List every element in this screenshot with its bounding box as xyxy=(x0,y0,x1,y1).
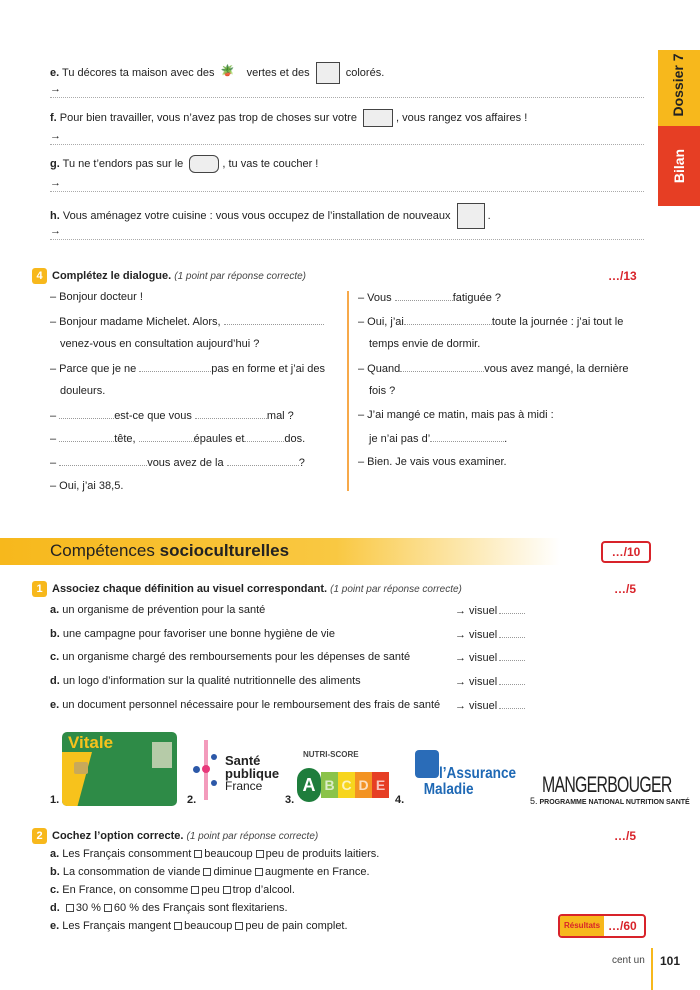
dialogue-line: venez-vous en consultation aujourd’hui ? xyxy=(60,338,260,350)
footer-divider xyxy=(651,948,653,990)
blank[interactable] xyxy=(139,362,211,372)
nutri-grade-d: D xyxy=(355,772,372,798)
side-tab-dossier-label: Dossier 7 xyxy=(670,53,686,117)
exercise-number: 1 xyxy=(32,581,47,597)
blank[interactable] xyxy=(499,604,525,614)
blank[interactable] xyxy=(400,362,484,372)
results-label: Résultats xyxy=(560,916,604,936)
checkbox[interactable] xyxy=(174,922,182,930)
exercise-score: …/13 xyxy=(608,269,637,283)
cabinet-icon xyxy=(457,203,485,229)
exercise-number: 4 xyxy=(32,268,47,284)
results-score: …/60 xyxy=(608,919,637,933)
visual-answer[interactable]: → visuel xyxy=(455,628,525,641)
checkbox[interactable] xyxy=(223,886,231,894)
plant-icon: 🪴 xyxy=(220,65,235,77)
dialogue-line: – Bien. Je vais vous examiner. xyxy=(358,456,507,468)
exercise-note: (1 point par réponse correcte) xyxy=(330,584,462,595)
dialogue-line: je n’ai pas d’ . xyxy=(369,433,508,445)
nutri-grade-b: B xyxy=(321,772,338,798)
desk-icon xyxy=(363,109,393,127)
item-letter: g. xyxy=(50,157,60,170)
blank[interactable] xyxy=(59,456,147,466)
checkbox[interactable] xyxy=(255,868,263,876)
blank[interactable] xyxy=(499,699,525,709)
exercise-note: (1 point par réponse correcte) xyxy=(174,271,306,282)
arrow-icon: → xyxy=(50,225,61,237)
item-text: Vous aménagez votre cuisine : vous vous occupez de l’installation de nouveaux xyxy=(62,209,451,222)
item-text: , vous rangez vos affaires ! xyxy=(396,111,528,124)
item-text: vertes et des xyxy=(246,66,310,79)
blank[interactable] xyxy=(224,315,324,325)
exercise-score: …/5 xyxy=(614,582,637,596)
exercise-title: Associez chaque définition au visuel correspondant. xyxy=(52,583,328,595)
item-text: colorés. xyxy=(345,66,385,79)
dialogue-line: – Oui, j’ai toute la journée : j’ai tout le xyxy=(358,316,624,328)
dialogue-line: – Oui, j’ai 38,5. xyxy=(50,480,124,492)
footer-page-words: cent un xyxy=(612,955,645,966)
checkbox[interactable] xyxy=(256,850,264,858)
nutri-grade-e: E xyxy=(372,772,389,798)
item-text: . xyxy=(487,209,491,222)
option-item: d. 30 % 60 % des Français sont flexitariens. xyxy=(50,902,288,914)
exercise-title: Complétez le dialogue. xyxy=(52,270,172,282)
section-title: Compétences socioculturelles xyxy=(50,541,290,560)
arrow-icon: → xyxy=(50,177,61,189)
dialogue-line: – vous avez de la ? xyxy=(50,457,305,469)
item-letter: f. xyxy=(50,111,57,124)
blank[interactable] xyxy=(499,628,525,638)
page-number: 101 xyxy=(660,954,681,968)
ex3-item-g xyxy=(50,155,318,173)
checkbox[interactable] xyxy=(191,886,199,894)
visual-answer[interactable]: → visuel xyxy=(455,651,525,664)
blank[interactable] xyxy=(395,291,453,301)
sofa-icon xyxy=(189,155,219,173)
exercise-note: (1 point par réponse correcte) xyxy=(186,831,319,842)
option-item: c. En France, on consomme peu trop d’alcool. xyxy=(50,884,295,896)
blank[interactable] xyxy=(404,315,492,325)
dialogue-line: – Parce que je ne pas en forme et j’ai des xyxy=(50,363,326,375)
blank[interactable] xyxy=(227,456,299,466)
checkbox[interactable] xyxy=(104,904,112,912)
column-divider xyxy=(347,291,349,491)
dialogue-line: fois ? xyxy=(369,385,396,397)
definition-item: d. un logo d’information sur la qualité nutritionnelle des aliments xyxy=(50,675,361,688)
ex4-header xyxy=(32,268,306,284)
sc2-header xyxy=(32,828,318,844)
blank[interactable] xyxy=(59,409,114,419)
item-text: Pour bien travailler, vous n’avez pas trop de choses sur votre xyxy=(59,111,357,124)
side-tab-bilan xyxy=(658,126,700,206)
arrow-icon: → xyxy=(50,83,61,95)
definition-item: b. une campagne pour favoriser une bonne hygiène de vie xyxy=(50,627,335,640)
exercise-number: 2 xyxy=(32,828,47,844)
item-letter: e. xyxy=(50,66,60,79)
item-text: Tu ne t’endors pas sur le xyxy=(62,157,184,170)
dialogue-line: – est-ce que vous mal ? xyxy=(50,410,294,422)
option-item: b. La consommation de viande diminue augmente en France. xyxy=(50,866,370,878)
exercise-score: …/5 xyxy=(614,829,637,843)
visual-answer[interactable]: → visuel xyxy=(455,604,525,617)
dialogue-line: – Vous fatiguée ? xyxy=(358,292,502,304)
dialogue-line: – tête, épaules et dos. xyxy=(50,433,306,445)
blank[interactable] xyxy=(430,432,504,442)
painting-icon xyxy=(316,62,340,84)
dialogue-line: – Bonjour madame Michelet. Alors, xyxy=(50,315,324,328)
dialogue-line: – Quand vous avez mangé, la dernière xyxy=(358,363,629,375)
nutri-grade-a: A xyxy=(297,768,321,802)
definition-item: e. un document personnel nécessaire pour le remboursement des frais de santé xyxy=(50,698,441,711)
blank[interactable] xyxy=(195,409,267,419)
blank[interactable] xyxy=(59,432,114,442)
results-box xyxy=(558,914,646,938)
option-item: e. Les Français mangent beaucoup peu de pain complet. xyxy=(50,920,348,932)
checkbox[interactable] xyxy=(203,868,211,876)
visual-answer[interactable]: → visuel xyxy=(455,699,525,712)
exercise-title: Cochez l’option correcte. xyxy=(52,830,184,842)
item-text: Tu décores ta maison avec des xyxy=(62,66,215,79)
sc1-header xyxy=(32,581,462,597)
answer-line[interactable] xyxy=(50,83,644,98)
vitale-card-image: Vitale xyxy=(62,732,177,806)
definition-item: c. un organisme chargé des remboursements pour les dépenses de santé xyxy=(50,651,411,664)
ex3-item-e xyxy=(50,62,384,84)
blank[interactable] xyxy=(244,432,284,442)
option-item: a. Les Français consomment beaucoup peu de produits laitiers. xyxy=(50,848,380,860)
dialogue-line: douleurs. xyxy=(60,385,106,397)
dialogue-line: temps envie de dormir. xyxy=(369,338,481,350)
checkbox[interactable] xyxy=(194,850,202,858)
blank[interactable] xyxy=(499,675,525,685)
ex3-item-f xyxy=(50,109,527,127)
ex3-item-h xyxy=(50,203,491,229)
blank[interactable] xyxy=(499,651,525,661)
checkbox[interactable] xyxy=(66,904,74,912)
blank[interactable] xyxy=(139,432,194,442)
dialogue-line: – Bonjour docteur ! xyxy=(50,291,143,303)
answer-line[interactable] xyxy=(50,177,644,192)
nutri-grade-c: C xyxy=(338,772,355,798)
side-tab-dossier xyxy=(658,50,700,126)
nutri-score-title: NUTRI-SCORE xyxy=(303,750,359,759)
section-banner xyxy=(0,538,560,565)
definition-item: a. un organisme de prévention pour la santé xyxy=(50,604,266,616)
answer-line[interactable] xyxy=(50,130,644,145)
side-tab-bilan-label: Bilan xyxy=(671,148,687,184)
item-text: , tu vas te coucher ! xyxy=(222,157,319,170)
answer-line[interactable] xyxy=(50,225,644,240)
dialogue-line: – J’ai mangé ce matin, mais pas à midi : xyxy=(358,409,554,421)
section-score: …/10 xyxy=(601,541,651,563)
visual-answer[interactable]: → visuel xyxy=(455,675,525,688)
item-letter: h. xyxy=(50,209,60,222)
assurance-figure-icon xyxy=(415,750,439,778)
checkbox[interactable] xyxy=(235,922,243,930)
arrow-icon: → xyxy=(50,130,61,142)
network-icon xyxy=(193,740,219,800)
